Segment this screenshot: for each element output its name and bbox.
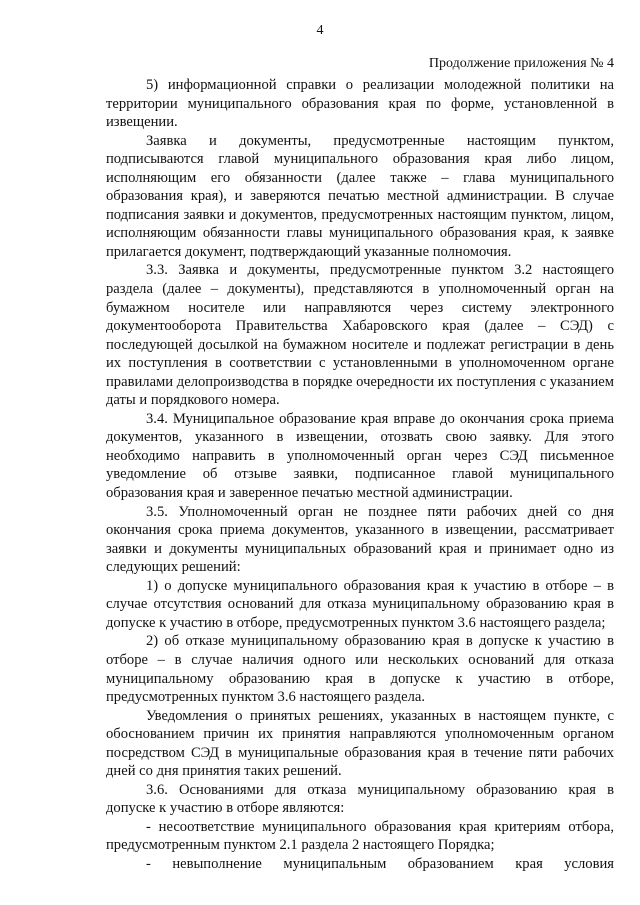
paragraph-decision-2: 2) об отказе муниципальному образованию края в допуске к участию в отборе – в случае наличия одного или нескольких оснований для отказа муниципальному образованию края в допуске к участию в отборе, предусмотренных пунктом 3.6 настоящего раздела.	[106, 633, 614, 706]
paragraph-3-6: 3.6. Основаниями для отказа муниципальному образованию края в допуске к участию в отборе являются:	[106, 781, 614, 817]
paragraph-decision-1: 1) о допуске муниципального образования края к участию в отборе – в случае отсутствия оснований для отказа муниципальному образованию края в допуске к участию в отборе, предусмотренных пунктом 3.6 настоящего раздела;	[106, 577, 614, 631]
continuation-note: Продолжение приложения № 4	[428, 56, 614, 71]
paragraph-3-5: 3.5. Уполномоченный орган не позднее пяти рабочих дней со дня окончания срока приема документов, указанного в извещении, рассматривает заявки и документы муниципальных образований края и принимает одно из следующих решений:	[106, 503, 614, 576]
paragraph-item-5: 5) информационной справки о реализации молодежной политики на территории муниципального образования края по форме, установленной в извещении.	[106, 77, 614, 131]
paragraph-ground-1: - несоответствие муниципального образования края критериям отбора, предусмотренным пунктом 2.1 раздела 2 настоящего Порядка;	[106, 818, 614, 854]
page-number: 4	[316, 23, 324, 38]
paragraph-signature-rules: Заявка и документы, предусмотренные настоящим пунктом, подписываются главой муниципального образования края либо лицом, исполняющим его обязанности (далее также – глава муниципального образования края), и заверяются печатью местной администрации. В случае подписания заявки и документов, предусмотренных настоящим пунктом, лицом, исполняющим обязанности главы муниципального образования края, к заявке прилагается документ, подтверждающий указанные полномочия.	[106, 132, 614, 260]
paragraph-ground-2: - невыполнение муниципальным образованием края условия	[146, 855, 614, 872]
document-body	[106, 76, 614, 874]
paragraph-3-3: 3.3. Заявка и документы, предусмотренные пунктом 3.2 настоящего раздела (далее – документы), представляются в уполномоченный орган на бумажном носителе или направляются через систему электронного документооборота Правительства Хабаровского края (далее – СЭД) с последующей досылкой на бумажном носителе и подлежат регистрации в день их поступления в соответствии с установленными в уполномоченном органе правилами делопроизводства в порядке очередности их поступления с указанием даты и порядкового номера.	[106, 262, 614, 409]
paragraph-notifications: Уведомления о принятых решениях, указанных в настоящем пункте, с обоснованием причин их принятия направляются уполномоченным органом посредством СЭД в муниципальные образования края в течение пяти рабочих дней со дня принятия таких решений.	[106, 707, 614, 780]
paragraph-3-4: 3.4. Муниципальное образование края вправе до окончания срока приема документов, указанного в извещении, отозвать свою заявку. Для этого необходимо направить в уполномоченный орган через СЭД письменное уведомление об отзыве заявки, подписанное главой муниципального образования края и заверенное печатью местной администрации.	[106, 410, 614, 502]
